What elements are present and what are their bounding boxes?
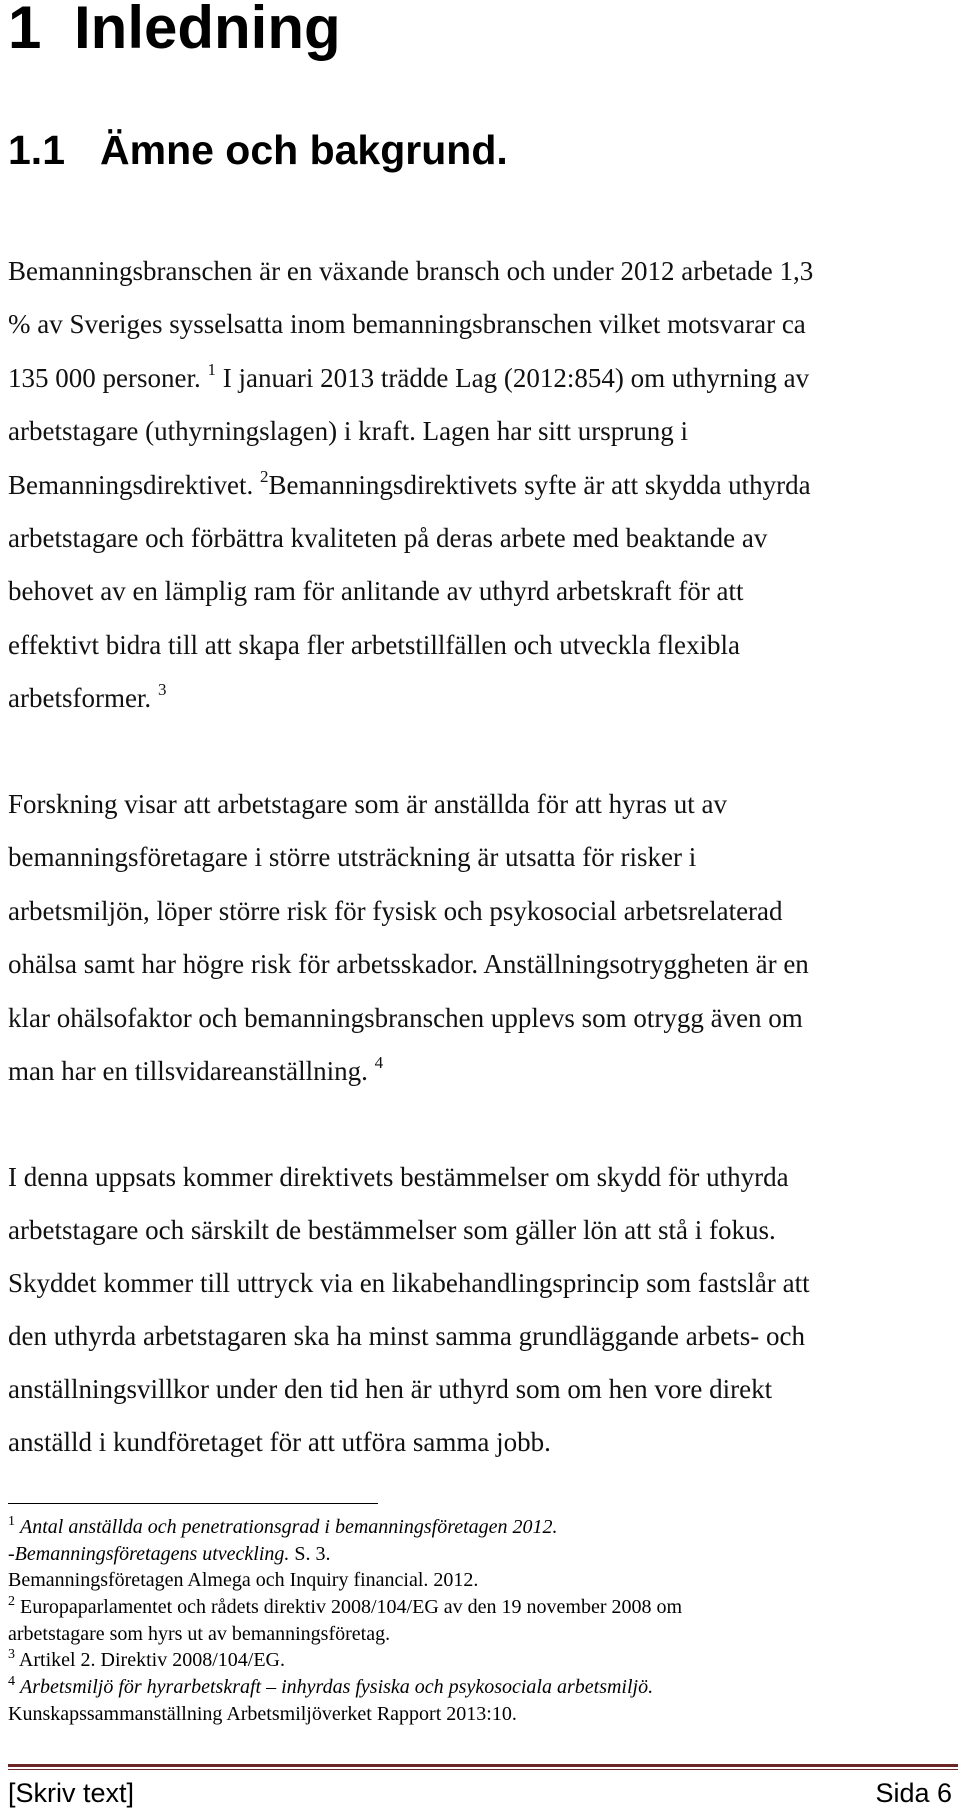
- text-span: Bemanningsdirektivet.: [8, 469, 254, 500]
- text-line: [8, 672, 958, 725]
- text-span: 135 000 personer.: [8, 362, 201, 393]
- footnote-text: Artikel 2. Direktiv 2008/104/EG.: [18, 1649, 285, 1672]
- text-line: Forskning visar att arbetstagare som är anställda för att hyras ut av: [8, 789, 728, 819]
- text-line: [8, 352, 958, 405]
- footnote-number: 3: [8, 1647, 15, 1663]
- text-line: [8, 1045, 958, 1098]
- footnote-separator: [8, 1503, 378, 1504]
- footnote-text: Antal anställda och penetrationsgrad i bemanningsföretagen 2012.: [20, 1516, 558, 1538]
- text-line: I denna uppsats kommer direktivets bestämmelser om skydd för uthyrda: [8, 1162, 789, 1192]
- paragraph-1: [8, 245, 958, 726]
- footnote-ref[interactable]: 2: [259, 466, 269, 486]
- footnote-number: 1: [8, 1514, 15, 1529]
- footnote-ref[interactable]: 4: [374, 1052, 384, 1072]
- text-line: anställningsvillkor under den tid hen är uthyrd som om hen vore direkt: [8, 1374, 773, 1405]
- text-line: Bemanningsbranschen är en växande bransch och under 2012 arbetade 1,3: [8, 256, 814, 286]
- footnote-text: -Bemanningsföretagens utveckling.: [8, 1542, 290, 1565]
- footnote-number: 4: [8, 1674, 15, 1690]
- text-line: den uthyrda arbetstagaren ska ha minst samma grundläggande arbets- och: [8, 1321, 805, 1352]
- section-heading: [8, 122, 508, 178]
- text-line: bemanningsföretagare i större utsträckning är utsatta för risker i: [8, 842, 697, 873]
- paragraph-3: [8, 1151, 958, 1470]
- footnote-text: Europaparlamentet och rådets direktiv 2008/104/EG av den 19 november 2008 om: [20, 1596, 683, 1619]
- text-line: arbetstagare (uthyrningslagen) i kraft. Lagen har sitt ursprung i: [8, 416, 689, 447]
- section-number: 1.1: [8, 127, 65, 173]
- footnote-2-line-2: arbetstagare som hyrs ut av bemanningsföretag.: [8, 1622, 391, 1645]
- text-line: arbetsmiljön, löper större risk för fysisk och psykosocial arbetsrelaterad: [8, 895, 783, 926]
- footnote-text: S. 3.: [289, 1542, 331, 1565]
- footnote-1-line-2: [8, 1541, 948, 1568]
- footnote-text: Arbetsmiljö för hyrarbetskraft – inhyrdas fysiska och psykosociala arbetsmiljö.: [20, 1676, 654, 1699]
- footer-placeholder-text[interactable]: [Skriv text]: [8, 1778, 135, 1808]
- footer-rule-thin: [8, 1769, 958, 1770]
- text-span: I januari 2013 trädde Lag (2012:854) om uthyrning av: [215, 362, 810, 393]
- text-line: Skyddet kommer till uttryck via en likabehandlingsprincip som fastslår att: [8, 1268, 810, 1299]
- footnote-ref[interactable]: 1: [207, 359, 216, 379]
- footnote-4: [8, 1674, 948, 1701]
- chapter-heading: [8, 0, 341, 64]
- footnote-4-line-2: Kunskapssammanställning Arbetsmiljöverket Rapport 2013:10.: [8, 1702, 517, 1725]
- text-span: arbetsformer.: [8, 683, 152, 714]
- text-line: anställd i kundföretaget för att utföra samma jobb.: [8, 1427, 551, 1458]
- footnote-2: [8, 1594, 948, 1621]
- footnotes: [8, 1514, 948, 1728]
- text-line: klar ohälsofaktor och bemanningsbranschen upplevs som otrygg även om: [8, 1002, 803, 1033]
- chapter-number: 1: [8, 0, 42, 61]
- footnote-1: [8, 1514, 948, 1541]
- text-line: [8, 459, 958, 512]
- text-line: effektivt bidra till att skapa fler arbetstillfällen och utveckla flexibla: [8, 629, 740, 660]
- text-line: % av Sveriges sysselsatta inom bemanningsbranschen vilket motsvarar ca: [8, 309, 806, 340]
- page-number: Sida 6: [875, 1778, 952, 1808]
- text-span: man har en tillsvidareanställning.: [8, 1055, 368, 1086]
- footer-rule: [8, 1764, 958, 1767]
- footnote-3: [8, 1647, 948, 1674]
- section-title: Ämne och bakgrund.: [100, 127, 508, 173]
- text-line: arbetstagare och särskilt de bestämmelser som gäller lön att stå i fokus.: [8, 1215, 776, 1246]
- text-line: behovet av en lämplig ram för anlitande av uthyrd arbetskraft för att: [8, 576, 744, 607]
- chapter-title: Inledning: [74, 0, 341, 61]
- paragraph-2: [8, 778, 958, 1098]
- text-span: Bemanningsdirektivets syfte är att skydda uthyrda: [268, 469, 811, 500]
- footnote-number: 2: [8, 1594, 15, 1610]
- text-line: ohälsa samt har högre risk för arbetsskador. Anställningsotryggheten är en: [8, 949, 809, 980]
- footnote-ref[interactable]: 3: [157, 680, 167, 700]
- text-line: arbetstagare och förbättra kvaliteten på deras arbete med beaktande av: [8, 522, 768, 553]
- footnote-1-line-3: Bemanningsföretagen Almega och Inquiry financial. 2012.: [8, 1569, 479, 1592]
